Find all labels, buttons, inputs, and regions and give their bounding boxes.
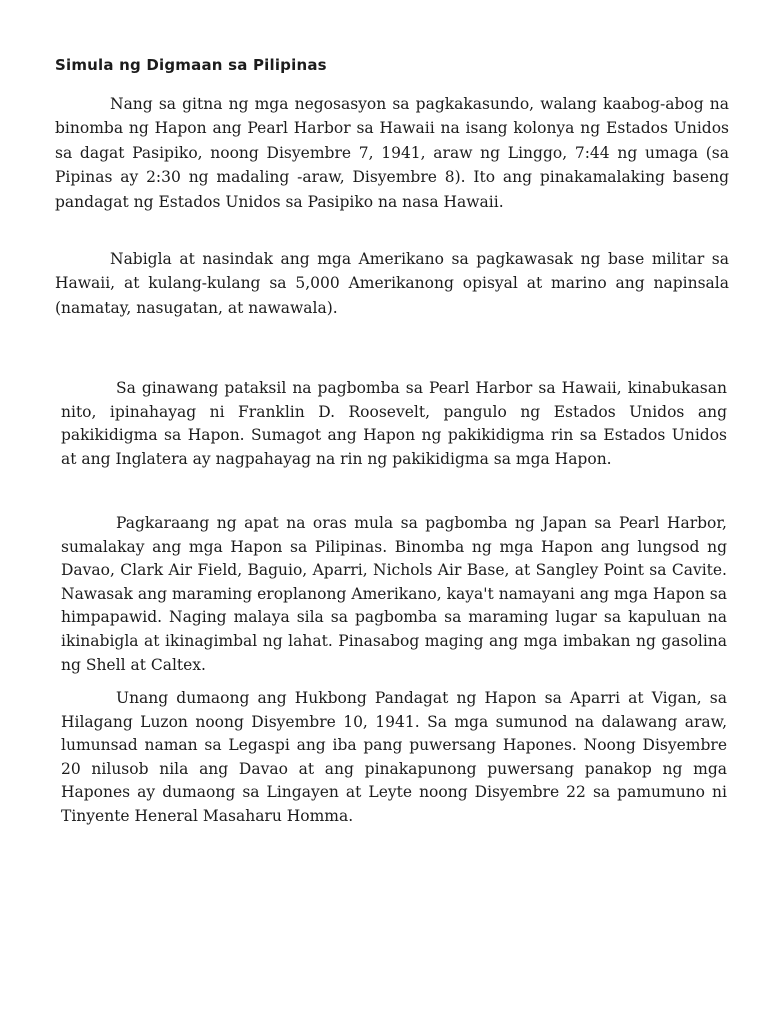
paragraph-pearl-harbor-attack: Nang sa gitna ng mga negosasyon sa pagkakasundo, walang kaabog-abog na binomba ng Hapon ang Pearl Harbor sa Hawaii na isang kolonya ng Estados Unidos sa dagat Pasipiko, noong Disyembre 7, 1941, araw ng Linggo, 7:44 ng umaga (sa Pipinas ay 2:30 ng madaling -araw, Disyembre 8). Ito ang pinakamalaking baseng pandagat ng Estados Unidos sa Pasipiko na nasa Hawaii. [55, 95, 729, 211]
paragraph-philippine-bombing: Pagkaraang ng apat na oras mula sa pagbomba ng Japan sa Pearl Harbor, sumalakay ang mga Hapon sa Pilipinas. Binomba ng mga Hapon ang lungsod ng Davao, Clark Air Field, Baguio, Aparri, Nichols Air Base, at Sangley Point sa Cavite. Nawasak ang maraming eroplanong Amerikano, kaya't namayani ang mga Hapon sa himpapawid. Naging malaya sila sa pagbomba sa maraming lugar sa kapuluan na ikinabigla at ikinagimbal ng lahat. Pinasabog maging ang mga imbakan ng gasolina ng Shell at Caltex. [61, 514, 727, 674]
document-heading: Simula ng Digmaan sa Pilipinas [55, 56, 327, 74]
paragraph-american-casualties: Nabigla at nasindak ang mga Amerikano sa pagkawasak ng base militar sa Hawaii, at kulang-kulang sa 5,000 Amerikanong opisyal at marino ang napinsala (namatay, nasugatan, at nawawala). [55, 250, 729, 317]
paragraph-declaration-of-war: Sa ginawang pataksil na pagbomba sa Pearl Harbor sa Hawaii, kinabukasan nito, ipinahayag ni Franklin D. Roosevelt, pangulo ng Estados Unidos ang pakikidigma sa Hapon. Sumagot ang Hapon ng pakikidigma rin sa Estados Unidos at ang Inglatera ay nagpahayag na rin ng pakikidigma sa mga Hapon. [61, 379, 727, 468]
paragraph-japanese-landings: Unang dumaong ang Hukbong Pandagat ng Hapon sa Aparri at Vigan, sa Hilagang Luzon noong Disyembre 10, 1941. Sa mga sumunod na dalawang araw, lumunsad naman sa Legaspi ang iba pang puwersang Hapones. Noong Disyembre 20 nilusob nila ang Davao at ang pinakapunong puwersang panakop ng mga Hapones ay dumaong sa Lingayen at Leyte noong Disyembre 22 sa pamumuno ni Tinyente Heneral Masaharu Homma. [61, 689, 727, 825]
